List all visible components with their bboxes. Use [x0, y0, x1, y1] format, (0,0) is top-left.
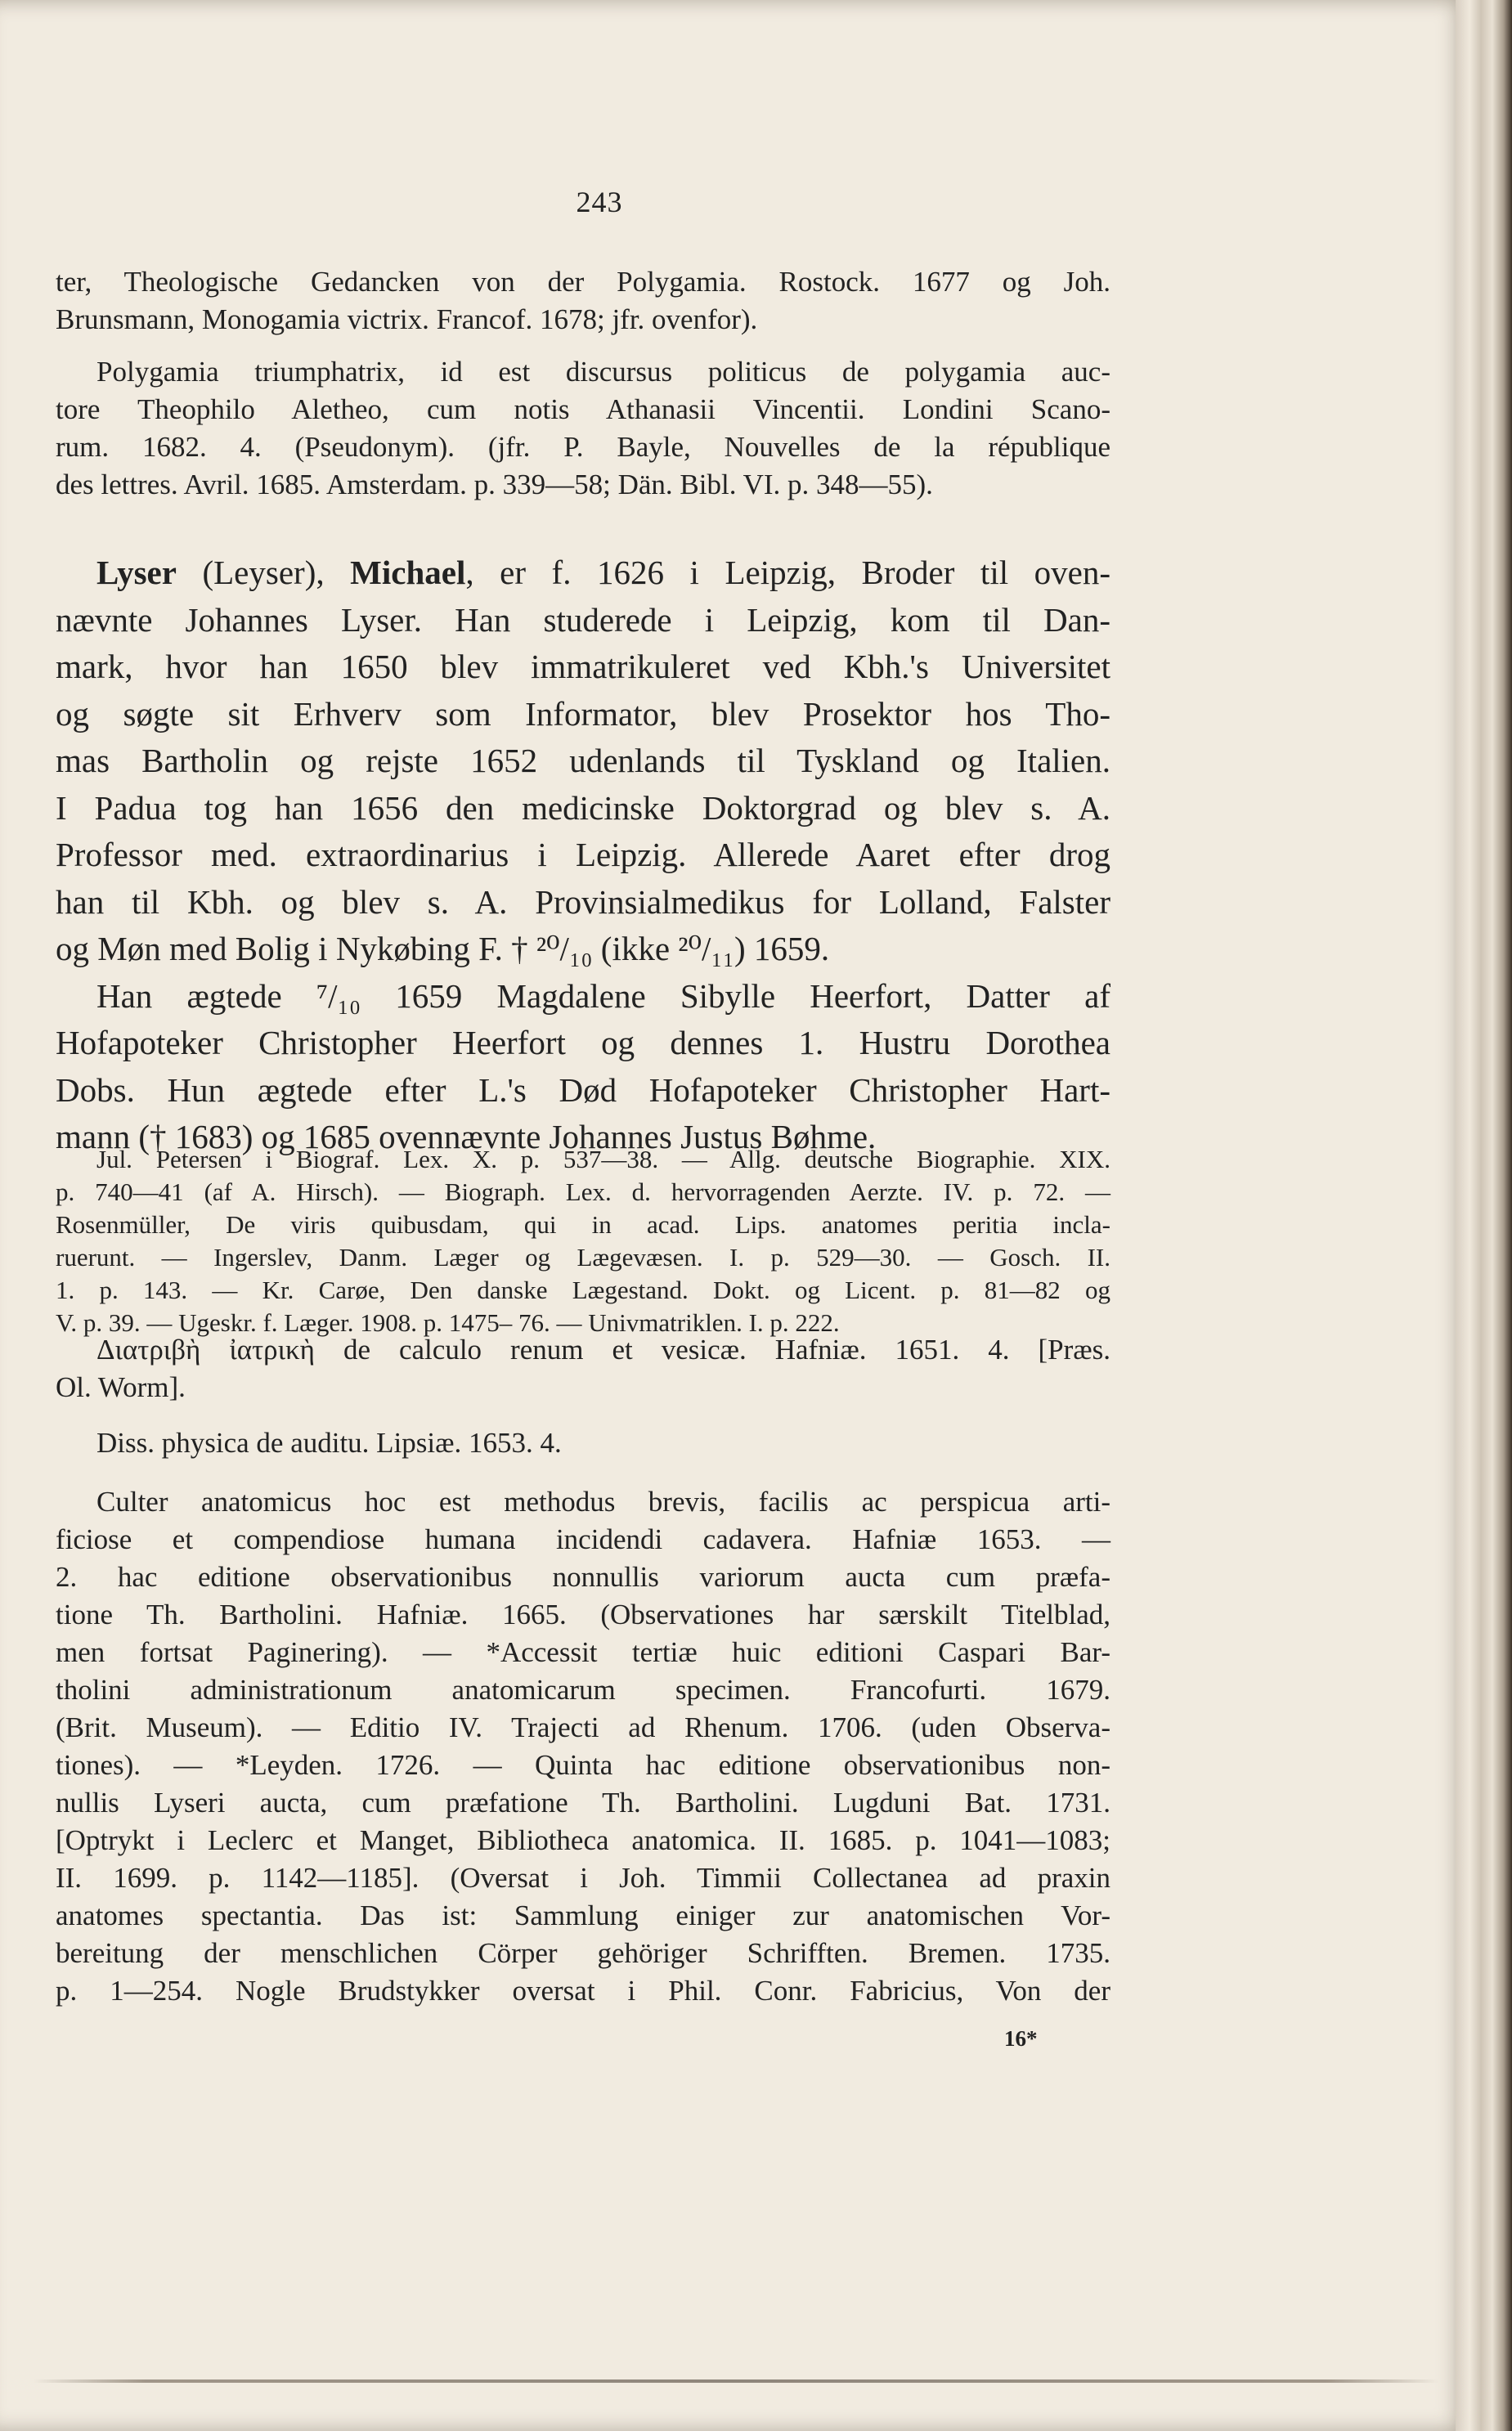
work-entry	[56, 1424, 1110, 1462]
entry-variant-name: (Leyser),	[176, 554, 351, 591]
text-line: des lettres. Avril. 1685. Amsterdam. p. 339—58; Dän. Bibl. VI. p. 348—55).	[56, 469, 933, 500]
text-line: nævnte Johannes Lyser. Han studerede i Leipzig, kom til Dan-	[56, 600, 1110, 639]
text-line: bereitung der menschlichen Cörper gehöriger Schrifften. Bremen. 1735.	[56, 1937, 1110, 1969]
text-line: [Optrykt i Leclerc et Manget, Bibliotheca anatomica. II. 1685. p. 1041—1083;	[56, 1824, 1110, 1856]
text-line: I Padua tog han 1656 den medicinske Doktorgrad og blev s. A.	[56, 788, 1110, 827]
work-entry	[56, 1331, 1110, 1406]
text-line: tione Th. Bartholini. Hafniæ. 1665. (Observationes har særskilt Titelblad,	[56, 1599, 1110, 1630]
text-line: og Møn med Bolig i Nykøbing F. † ²⁰/₁₀ (ikke ²⁰/₁₁) 1659.	[56, 930, 830, 967]
text-line: mark, hvor han 1650 blev immatrikuleret ved Kbh.'s Universitet	[56, 648, 1110, 685]
entry-first-line-rest: , er f. 1626 i Leipzig, Broder til oven-	[465, 554, 1110, 591]
text-line: Polygamia triumphatrix, id est discursus politicus de polygamia auc-	[96, 356, 1110, 388]
text-line: rum. 1682. 4. (Pseudonym). (jfr. P. Bayle, Nouvelles de la république	[56, 431, 1110, 463]
text-line: Culter anatomicus hoc est methodus brevis, facilis ac perspicua arti-	[96, 1486, 1110, 1518]
intro-paragraph	[56, 263, 1110, 339]
text-line: tiones). — *Leyden. 1726. — Quinta hac editione observationibus non-	[56, 1749, 1110, 1781]
text-line: tholini administrationum anatomicarum specimen. Francofurti. 1679.	[56, 1674, 1110, 1706]
text-line: Dobs. Hun ægtede efter L.'s Død Hofapoteker Christopher Hart-	[56, 1070, 1110, 1109]
biography-entry	[56, 549, 1110, 1161]
text-line: anatomes spectantia. Das ist: Sammlung einiger zur anatomischen Vor-	[56, 1899, 1110, 1931]
signature-mark: 16*	[1004, 2026, 1038, 2051]
text-line: Diss. physica de auditu. Lipsiæ. 1653. 4.	[96, 1427, 562, 1459]
bottom-edge-shadow	[33, 2379, 1439, 2383]
text-line: han til Kbh. og blev s. A. Provinsialmedikus for Lolland, Falster	[56, 882, 1110, 921]
book-edge	[1456, 0, 1512, 2431]
text-line: Jul. Petersen i Biograf. Lex. X. p. 537—38. — Allg. deutsche Biographie. XIX.	[96, 1145, 1110, 1173]
text-line: ruerunt. — Ingerslev, Danm. Læger og Lægevæsen. I. p. 529—30. — Gosch. II.	[56, 1243, 1110, 1272]
work-entry	[56, 1483, 1110, 2010]
text-line: Ol. Worm].	[56, 1371, 186, 1403]
text-line: men fortsat Paginering). — *Accessit tertiæ huic editioni Caspari Bar-	[56, 1636, 1110, 1668]
entry-heading-line	[56, 549, 1110, 597]
text-line: nullis Lyseri aucta, cum præfatione Th. Bartholini. Lugduni Bat. 1731.	[56, 1787, 1110, 1819]
text-line: ficiose et compendiose humana incidendi cadavera. Hafniæ 1653. —	[56, 1523, 1110, 1555]
page-number: 243	[576, 186, 623, 218]
text-line: p. 740—41 (af A. Hirsch). — Biograph. Lex. d. hervorragenden Aerzte. IV. p. 72. —	[56, 1177, 1110, 1206]
text-line: p. 1—254. Nogle Brudstykker oversat i Phil. Conr. Fabricius, Von der	[56, 1975, 1110, 2007]
text-line: Professor med. extraordinarius i Leipzig. Allerede Aaret efter drog	[56, 836, 1110, 873]
entry-surname: Lyser	[96, 554, 177, 591]
text-line: Διατριβὴ ἰατρικὴ de calculo renum et vesicæ. Hafniæ. 1651. 4. [Præs.	[96, 1334, 1110, 1366]
text-line: II. 1699. p. 1142—1185]. (Oversat i Joh. Timmii Collectanea ad praxin	[56, 1862, 1110, 1894]
text-line: 2. hac editione observationibus nonnullis variorum aucta cum præfa-	[56, 1561, 1110, 1593]
text-line: tore Theophilo Aletheo, cum notis Athanasii Vincentii. Londini Scano-	[56, 393, 1110, 425]
text-line: Hofapoteker Christopher Heerfort og dennes 1. Hustru Dorothea	[56, 1024, 1110, 1061]
text-line: mas Bartholin og rejste 1652 udenlands til Tyskland og Italien.	[56, 742, 1110, 779]
text-line: og søgte sit Erhverv som Informator, blev Prosektor hos Tho-	[56, 694, 1110, 733]
text-line: Brunsmann, Monogamia victrix. Francof. 1678; jfr. ovenfor).	[56, 303, 758, 335]
references	[56, 1143, 1110, 1339]
text-line: V. p. 39. — Ugeskr. f. Læger. 1908. p. 1475– 76. — Univmatriklen. I. p. 222.	[56, 1308, 840, 1337]
text-line: mann († 1683) og 1685 ovennævnte Johannes Justus Bøhme.	[56, 1118, 877, 1155]
polygamia-paragraph	[56, 353, 1110, 504]
entry-forename: Michael	[350, 554, 466, 591]
text-line: 1. p. 143. — Kr. Carøe, Den danske Lægestand. Dokt. og Licent. p. 81—82 og	[56, 1276, 1110, 1304]
text-line: Han ægtede ⁷/₁₀ 1659 Magdalene Sibylle Heerfort, Datter af	[96, 976, 1110, 1015]
text-line: ter, Theologische Gedancken von der Polygamia. Rostock. 1677 og Joh.	[56, 266, 1110, 298]
text-line: Rosenmüller, De viris quibusdam, qui in acad. Lips. anatomes peritia incla-	[56, 1210, 1110, 1239]
text-line: (Brit. Museum). — Editio IV. Trajecti ad Rhenum. 1706. (uden Observa-	[56, 1711, 1110, 1743]
